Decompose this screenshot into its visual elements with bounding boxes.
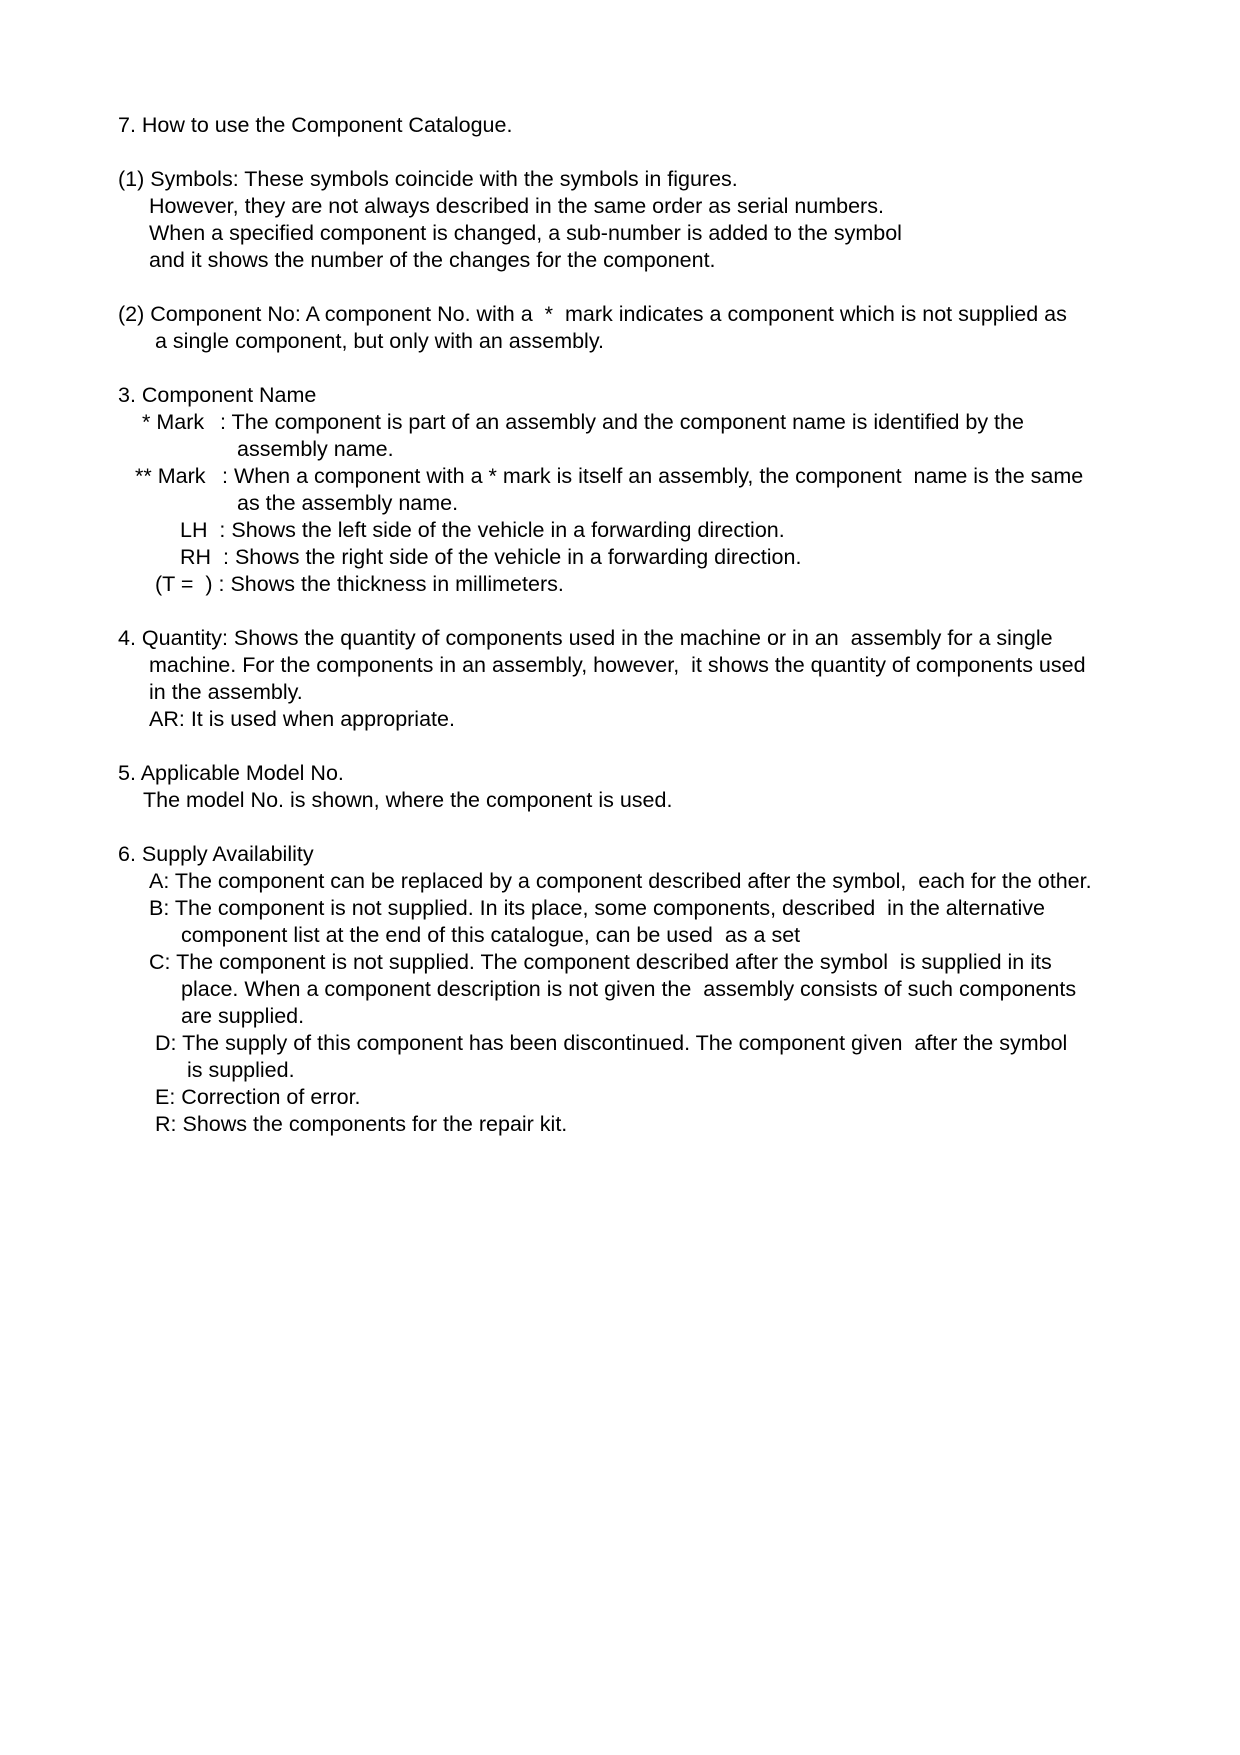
component-no-line-1: (2) Component No: A component No. with a * mark indicates a component which is not supplied as <box>118 302 1067 326</box>
symbols-line-1: (1) Symbols: These symbols coincide with the symbols in figures. <box>118 167 738 191</box>
mark1-cont: assembly name. <box>237 437 394 461</box>
mark2-term: ** Mark <box>135 464 206 488</box>
model-no-title: 5. Applicable Model No. <box>118 761 344 785</box>
supply-title: 6. Supply Availability <box>118 842 314 866</box>
mark2-desc: : When a component with a * mark is itself an assembly, the component name is the same <box>222 464 1084 488</box>
component-no-line-2: a single component, but only with an assembly. <box>155 329 604 353</box>
thickness-line: (T = ) : Shows the thickness in millimeters. <box>155 572 564 596</box>
symbols-line-4: and it shows the number of the changes for the component. <box>149 248 716 272</box>
symbols-line-2: However, they are not always described in the same order as serial numbers. <box>149 194 884 218</box>
supply-b-1: B: The component is not supplied. In its place, some components, described in the alternative <box>149 896 1045 920</box>
quantity-line-2: machine. For the components in an assembly, however, it shows the quantity of components used <box>149 653 1086 677</box>
supply-c-3: are supplied. <box>181 1004 305 1028</box>
model-no-line-1: The model No. is shown, where the component is used. <box>143 788 673 812</box>
lh-line: LH : Shows the left side of the vehicle in a forwarding direction. <box>180 518 785 542</box>
page-heading: 7. How to use the Component Catalogue. <box>118 113 513 137</box>
mark1-term: * Mark <box>142 410 205 434</box>
quantity-line-4: AR: It is used when appropriate. <box>149 707 455 731</box>
symbols-line-3: When a specified component is changed, a sub-number is added to the symbol <box>149 221 902 245</box>
rh-line: RH : Shows the right side of the vehicle in a forwarding direction. <box>180 545 802 569</box>
component-name-title: 3. Component Name <box>118 383 317 407</box>
quantity-line-3: in the assembly. <box>149 680 303 704</box>
supply-c-2: place. When a component description is not given the assembly consists of such components <box>181 977 1077 1001</box>
quantity-line-1: 4. Quantity: Shows the quantity of components used in the machine or in an assembly for a single <box>118 626 1053 650</box>
supply-b-2: component list at the end of this catalogue, can be used as a set <box>181 923 801 947</box>
supply-a: A: The component can be replaced by a component described after the symbol, each for the other. <box>149 869 1092 893</box>
supply-d-2: is supplied. <box>187 1058 295 1082</box>
supply-d-1: D: The supply of this component has been discontinued. The component given after the symbol <box>155 1031 1068 1055</box>
mark2-cont: as the assembly name. <box>237 491 459 515</box>
mark1-desc: : The component is part of an assembly and the component name is identified by the <box>220 410 1024 434</box>
supply-c-1: C: The component is not supplied. The component described after the symbol is supplied in its <box>149 950 1052 974</box>
supply-e: E: Correction of error. <box>155 1085 361 1109</box>
supply-r: R: Shows the components for the repair kit. <box>155 1112 568 1136</box>
